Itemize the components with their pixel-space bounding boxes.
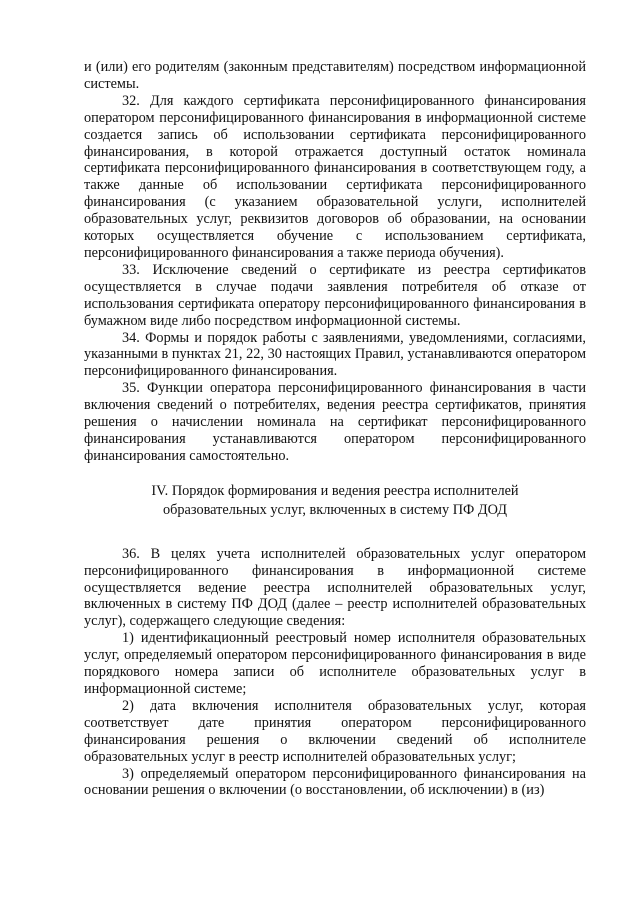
document-page	[84, 59, 586, 799]
paragraph-continuation: и (или) его родителям (законным представителям) посредством информационной системы.	[84, 59, 586, 92]
paragraph-34: 34. Формы и порядок работы с заявлениями, уведомлениями, согласиями, указанными в пунктах 21, 22, 30 настоящих Правил, устанавливаются оператором персонифицированного финансирования.	[84, 329, 586, 380]
spacer	[84, 520, 586, 546]
list-item-3: 3) определяемый оператором персонифицированного финансирования на основании решения о включении (о восстановлении, об исключении) в (из)	[84, 765, 586, 799]
list-item-1: 1) идентификационный реестровый номер исполнителя образовательных услуг, определяемый оператором персонифицированного финансирования в виде порядкового номера записи об исполнителе образовательных услуг в информационной системе;	[84, 630, 586, 697]
paragraph-35: 35. Функции оператора персонифицированного финансирования в части включения сведений о потребителях, ведения реестра сертификатов, принятия решения о начислении номинала на сертификат персонифицированного финансирования устанавливаются оператором персонифицированного финансирования самостоятельно.	[84, 380, 586, 464]
paragraph-32: 32. Для каждого сертификата персонифицированного финансирования оператором персонифицированного финансирования в информационной системе создается запись об использовании сертификата персонифицированного финансирования, в которой отражается доступный остаток номинала сертификата персонифицированного финансирования в соответствующем году, а также данные об использовании сертификата персонифицированного финансирования (с указанием образовательной услуги, исполнителей образовательных услуг, реквизитов договоров об образовании, на основании которых осуществляется обучение с использованием сертификата, персонифицированного финансирования а также периода обучения).	[84, 92, 586, 261]
paragraph-36: 36. В целях учета исполнителей образовательных услуг оператором персонифицированного финансирования в информационной системе осуществляется ведение реестра исполнителей образовательных услуг, включенных в систему ПФ ДОД (далее – реестр исполнителей образовательных услуг), содержащего следующие сведения:	[84, 545, 586, 630]
section-heading-line-1: IV. Порядок формирования и ведения реестра исполнителей	[151, 482, 519, 499]
spacer	[84, 465, 586, 482]
paragraph-33: 33. Исключение сведений о сертификате из реестра сертификатов осуществляется в случае подачи заявления потребителя об отказе от использования сертификата оператору персонифицированного финансирования в бумажном виде либо посредством информационной системы.	[84, 261, 586, 329]
section-heading-line-2: образовательных услуг, включенных в систему ПФ ДОД	[162, 501, 508, 518]
list-item-2: 2) дата включения исполнителя образовательных услуг, которая соответствует дате принятия оператором персонифицированного финансирования решения о включении сведений об исполнителе образовательных услуг в реестр исполнителей образовательных услуг;	[84, 697, 586, 765]
